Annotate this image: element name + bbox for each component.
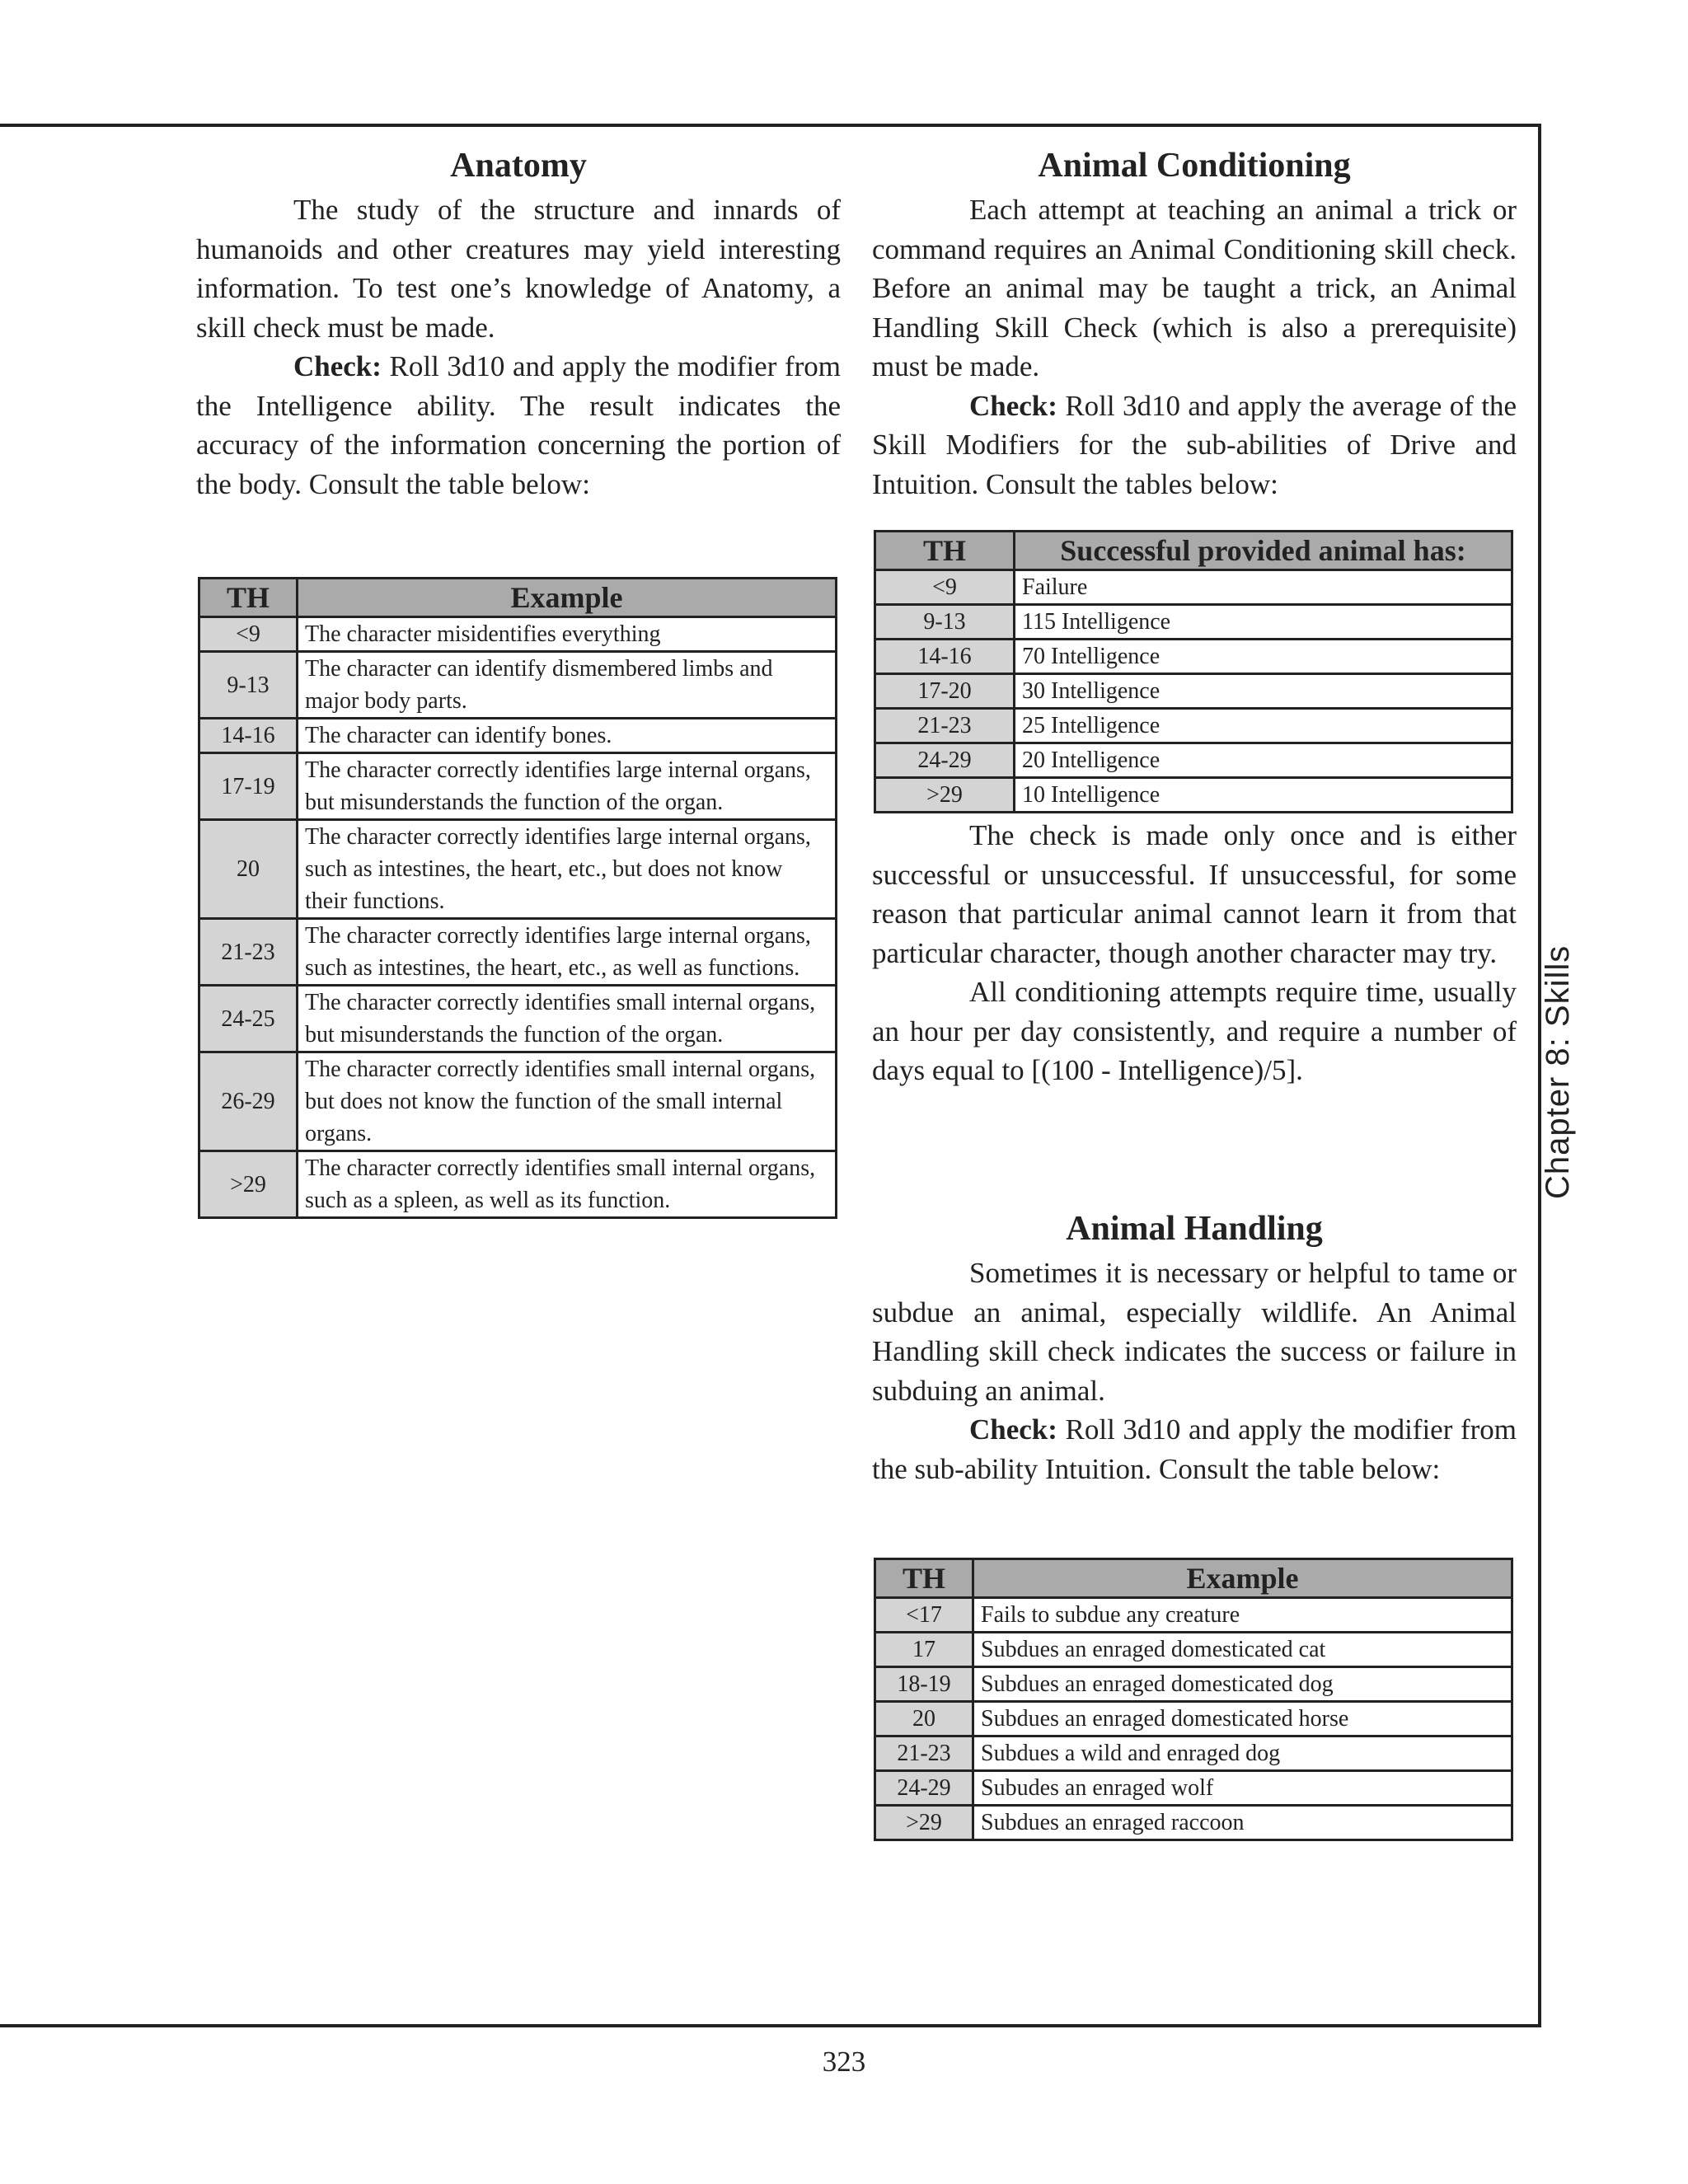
table-row [199,719,837,753]
table-cell-th: <17 [875,1598,973,1633]
table-header-row [875,1559,1512,1598]
table-cell-example: The character correctly identifies small internal organs, but does not know the function of the small internal organs. [298,1052,837,1151]
page-frame-top [0,124,1541,127]
table-row [199,753,837,820]
animal-handling-table [874,1558,1513,1841]
table-cell-value: 30 Intelligence [1015,674,1512,709]
page-number: 323 [822,2046,866,2078]
table-row [199,1151,837,1218]
table-cell-value: 115 Intelligence [1015,605,1512,640]
table-row [875,709,1512,743]
table-cell-example: The character misidentifies everything [298,617,837,652]
table-cell-th: 20 [875,1702,973,1736]
table-cell-example: The character correctly identifies small internal organs, but misunderstands the function of the organ. [298,986,837,1052]
anatomy-table [198,577,837,1219]
table-row [875,778,1512,813]
table-cell-th: 14-16 [199,719,298,753]
animal-conditioning-section [872,144,1517,504]
table-header-th: TH [199,579,298,617]
table-cell-th: 21-23 [875,1736,973,1771]
animal-handling-intro: Sometimes it is necessary or helpful to tame or subdue an animal, especially wildlife. An Animal Handling skill check indicates the success or failure in subduing an animal. [872,1257,1517,1407]
anatomy-check-label: Check: [293,350,382,382]
table-cell-example: Subdues an enraged domesticated dog [973,1667,1512,1702]
table-row [875,1736,1512,1771]
table-cell-th: 24-29 [875,1771,973,1806]
anatomy-section [196,144,841,504]
table-cell-th: 26-29 [199,1052,298,1151]
table-cell-example: The character correctly identifies large internal organs, but misunderstands the function of the organ. [298,753,837,820]
animal-conditioning-title: Animal Conditioning [1038,147,1351,185]
anatomy-title: Anatomy [450,147,587,185]
animal-handling-section [872,1207,1517,1488]
table-cell-value: 20 Intelligence [1015,743,1512,778]
anatomy-check [196,347,841,504]
animal-conditioning-intro: Each attempt at teaching an animal a trick or command requires an Animal Conditioning skill check. Before an animal may be taught a trick, an Animal Handling Skill Check (which is also a prerequisite) must be made. [872,194,1517,382]
animal-conditioning-check-label: Check: [969,389,1057,422]
animal-conditioning-check [872,387,1517,504]
animal-conditioning-table [874,530,1513,813]
table-cell-example: The character can identify bones. [298,719,837,753]
table-row [199,919,837,986]
table-cell-th: <9 [199,617,298,652]
table-header-example: Example [298,579,837,617]
table-cell-th: 21-23 [875,709,1015,743]
table-cell-value: 70 Intelligence [1015,640,1512,674]
table-cell-example: Subdues an enraged raccoon [973,1806,1512,1840]
chapter-side-tab: Chapter 8: Skills [1540,944,1576,1199]
animal-handling-title: Animal Handling [1066,1210,1323,1248]
animal-conditioning-time: All conditioning attempts require time, usually an hour per day consistently, and require a number of days equal to [(100 - Intelligence)/5]. [872,976,1517,1086]
table-cell-example: The character can identify dismembered limbs and major body parts. [298,652,837,719]
table-header-example: Example [973,1559,1512,1598]
table-row [199,652,837,719]
animal-handling-check-label: Check: [969,1413,1057,1446]
table-cell-example: Subdues a wild and enraged dog [973,1736,1512,1771]
animal-conditioning-result: The check is made only once and is either successful or unsuccessful. If unsuccessful, for some reason that particular animal cannot learn it from that particular character, though another character may try. [872,819,1517,969]
table-cell-th: 9-13 [875,605,1015,640]
table-row [199,617,837,652]
table-row [875,1806,1512,1840]
table-cell-example: Subdues an enraged domesticated horse [973,1702,1512,1736]
table-cell-example: Subdues an enraged domesticated cat [973,1633,1512,1667]
table-header-row [875,532,1512,570]
table-row [875,570,1512,605]
table-cell-th: 18-19 [875,1667,973,1702]
animal-handling-check [872,1410,1517,1488]
table-cell-th: 20 [199,820,298,919]
table-row [199,986,837,1052]
table-cell-th: 24-25 [199,986,298,1052]
table-cell-th: <9 [875,570,1015,605]
anatomy-intro: The study of the structure and innards of humanoids and other creatures may yield interesting information. To test one’s knowledge of Anatomy, a skill check must be made. [196,194,841,344]
table-row [199,1052,837,1151]
animal-handling-check-text: Roll 3d10 and apply the modifier from the sub-ability Intuition. Consult the table below: [872,1413,1517,1485]
table-cell-th: 17-20 [875,674,1015,709]
table-cell-th: 17 [875,1633,973,1667]
table-cell-value: 10 Intelligence [1015,778,1512,813]
table-cell-example: The character correctly identifies large internal organs, such as intestines, the heart, etc., but does not know their functions. [298,820,837,919]
table-row [875,743,1512,778]
table-cell-th: >29 [875,778,1015,813]
table-cell-value: Failure [1015,570,1512,605]
table-cell-th: >29 [199,1151,298,1218]
table-header-row [199,579,837,617]
table-row [875,640,1512,674]
table-cell-th: 21-23 [199,919,298,986]
anatomy-check-text: Roll 3d10 and apply the modifier from the Intelligence ability. The result indicates the accuracy of the information concerning the portion of the body. Consult the table below: [196,350,841,500]
table-row [875,605,1512,640]
table-header-value: Successful provided animal has: [1015,532,1512,570]
table-cell-example: Subudes an enraged wolf [973,1771,1512,1806]
table-cell-th: >29 [875,1806,973,1840]
table-row [199,820,837,919]
page-frame-bottom [0,2024,1541,2027]
animal-conditioning-check-text: Roll 3d10 and apply the average of the Skill Modifiers for the sub-abilities of Drive and Intuition. Consult the tables below: [872,389,1517,500]
table-header-th: TH [875,1559,973,1598]
table-cell-th: 17-19 [199,753,298,820]
table-header-th: TH [875,532,1015,570]
table-cell-example: Fails to subdue any creature [973,1598,1512,1633]
table-cell-example: The character correctly identifies large internal organs, such as intestines, the heart, etc., as well as functions. [298,919,837,986]
table-row [875,1771,1512,1806]
table-cell-value: 25 Intelligence [1015,709,1512,743]
table-cell-th: 24-29 [875,743,1015,778]
animal-conditioning-notes [872,816,1517,1090]
table-row [875,1667,1512,1702]
table-cell-example: The character correctly identifies small internal organs, such as a spleen, as well as its function. [298,1151,837,1218]
table-row [875,1598,1512,1633]
table-row [875,674,1512,709]
table-cell-th: 9-13 [199,652,298,719]
table-cell-th: 14-16 [875,640,1015,674]
table-row [875,1702,1512,1736]
table-row [875,1633,1512,1667]
